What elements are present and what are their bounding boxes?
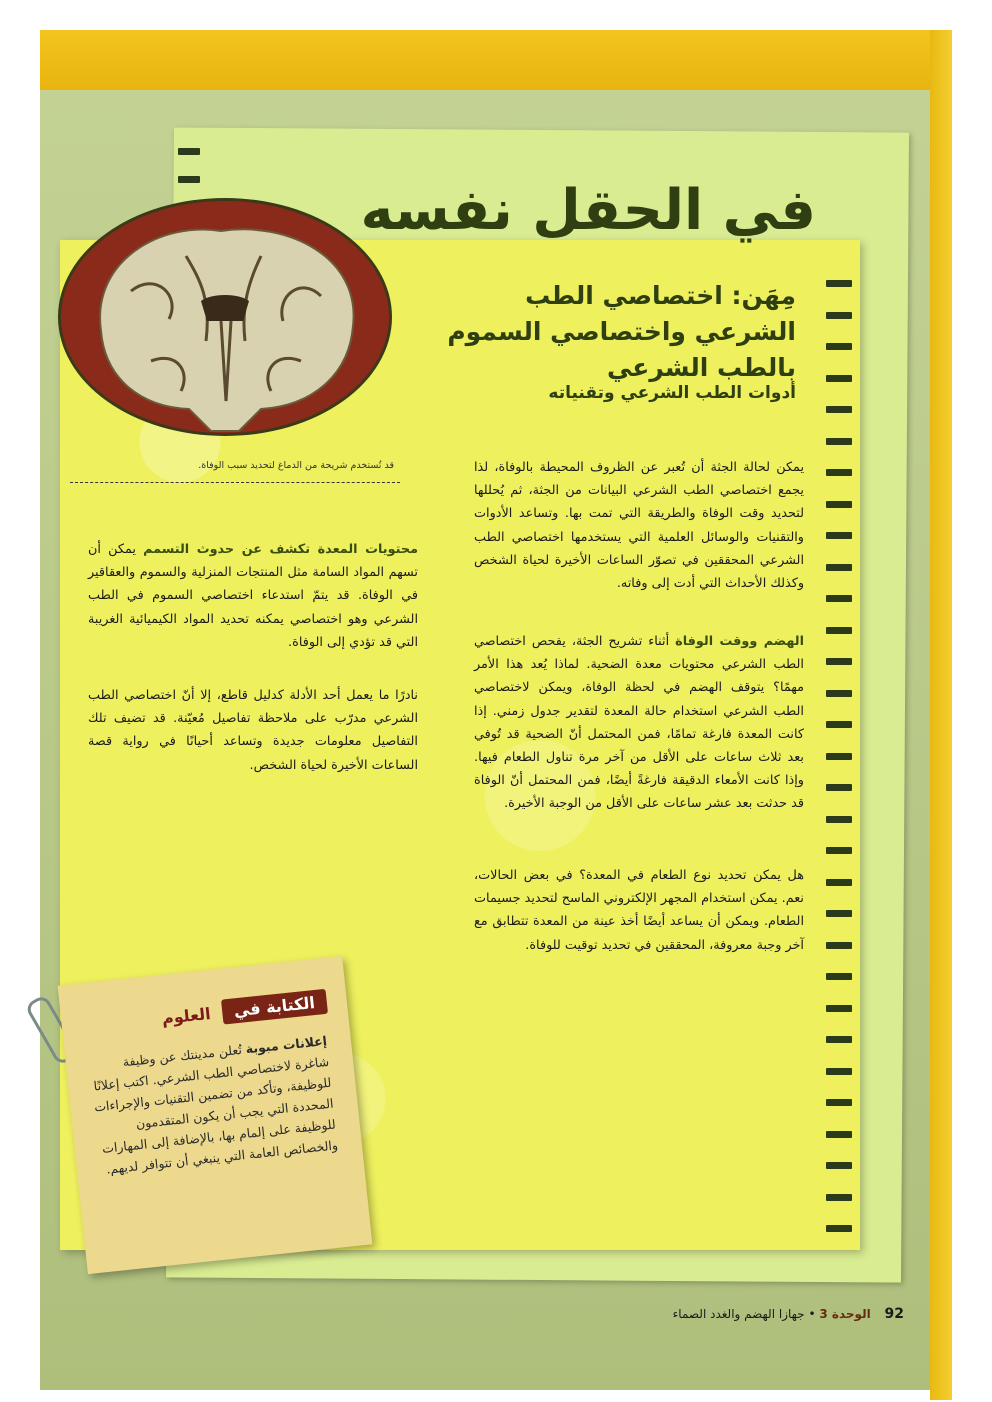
paragraph-text: أثناء تشريح الجثة، يفحص اختصاصي الطب الشرعي محتويات معدة الضحية. لماذا يُعد هذا الأمر مهمًا؟ يتوقف الهضم في لحظة الوفاة، ويمكن لاختصاصي الطب الشرعي استخدام حالة المعدة لتقدير جدول زمني. إذا كانت المعدة فارغة تمامًا، فمن المحتمل أنّ الضحية قد تُوفي بعد ثلاث ساعات على الأقل من آخر مرة تناول الطعام فيها. وإذا كانت الأمعاء الدقيقة فارغةً أيضًا، فمن المحتمل أنّ الوفاة قد حدثت بعد عشر ساعات على الأقل من الوجبة الأخيرة. — [474, 634, 804, 812]
paragraph-text: يمكن أن تسهم المواد السامة مثل المنتجات المنزلية والسموم والعقاقير في الوفاة. قد يتمّ استدعاء اختصاصي السموم في الطب الشرعي وهو اختصاصي يمكنه تحديد المواد الكيميائية الغريبة التي قد تؤدي إلى الوفاة. — [88, 542, 418, 650]
binder-mark — [826, 280, 852, 287]
brain-slice-photo — [58, 198, 392, 436]
paragraph-lead: الهضم ووقت الوفاة — [675, 634, 804, 649]
career-heading: مِهَن: اختصاصي الطب الشرعي واختصاصي السموم بالطب الشرعي — [447, 281, 796, 382]
note-badge: الكتابة في — [221, 989, 328, 1025]
caption-divider — [70, 482, 400, 483]
page-title: في الحقل نفسه — [360, 178, 816, 243]
binder-mark — [826, 784, 852, 791]
binder-mark — [826, 847, 852, 854]
footer-unit: الوحدة 3 — [819, 1307, 871, 1321]
binder-mark — [826, 1099, 852, 1106]
paragraph-body-condition: يمكن لحالة الجثة أن تُعبر عن الظروف المحيطة بالوفاة، لذا يجمع اختصاصي الطب الشرعي البيانات من الجثة، ثم يُحللها لتحديد وقت الوفاة والطريقة التي تمت بها. وتساعد الأدوات والتقنيات والوسائل العلمية التي يستخدمها اختصاصي الطب الشرعي المحققين في تصوّر الساعات الأخيرة لحياة الشخص وكذلك الأحداث التي أدت إلى وفاته. — [474, 460, 804, 592]
note-body — [85, 1030, 339, 1181]
binder-mark — [826, 1194, 852, 1201]
binder-mark — [826, 973, 852, 980]
image-caption: قد تُستخدم شريحة من الدماغ لتحديد سبب الوفاة. — [198, 460, 394, 471]
note-text: تُعلن مدينتك عن وظيفة شاغرة لاختصاصي الطب الشرعي. اكتب إعلانًا للوظيفة، وتأكد من تضمين التقنيات والإجراءات المحددة التي يجب أن يكون المتقدمون للوظيفة على إلمام بها، بالإضافة إلى المهارات والخصائص العامة التي ينبغي أن تتوافر لديهم. — [92, 1041, 339, 1177]
paragraph-lead: محتويات المعدة تكشف عن حدوث التسمم — [143, 542, 418, 557]
binder-mark — [826, 753, 852, 760]
binder-mark — [826, 343, 852, 350]
section-subtitle: أدوات الطب الشرعي وتقنياته — [548, 383, 796, 403]
top-color-band — [40, 30, 952, 90]
binder-mark — [826, 690, 852, 697]
right-binder-marks — [826, 280, 866, 1280]
binder-mark — [826, 1225, 852, 1232]
binder-mark — [826, 1068, 852, 1075]
binder-mark — [178, 148, 200, 155]
footer-chapter: جهازا الهضم والغدد الصماء — [672, 1307, 805, 1321]
binder-mark — [826, 438, 852, 445]
binder-mark — [826, 910, 852, 917]
binder-mark — [826, 1036, 852, 1043]
binder-mark — [826, 721, 852, 728]
binder-mark — [826, 501, 852, 508]
binder-mark — [826, 1005, 852, 1012]
paragraph-evidence: نادرًا ما يعمل أحد الأدلة كدليل قاطع، إلا أنّ اختصاصي الطب الشرعي مدرّب على ملاحظة تفاصيل مُعيّنة. قد تضيف تلك التفاصيل معلومات جديدة وتساعد أحيانًا في رواية قصة الساعات الأخيرة لحياة الشخص. — [88, 688, 418, 773]
binder-mark — [826, 564, 852, 571]
page-number: 92 — [884, 1306, 904, 1322]
binder-mark — [178, 176, 200, 183]
binder-mark — [826, 312, 852, 319]
right-color-band — [930, 30, 952, 1400]
binder-mark — [826, 658, 852, 665]
note-heading — [161, 992, 328, 1028]
binder-mark — [826, 942, 852, 949]
paragraph-food-type: هل يمكن تحديد نوع الطعام في المعدة؟ في بعض الحالات، نعم. يمكن استخدام المجهر الإلكتروني الماسح لتحديد جسيمات الطعام. ويمكن أن يساعد أيضًا أخذ عينة من المعدة تتطابق مع آخر وجبة معروفة، المحققين في تحديد توقيت للوفاة. — [474, 868, 804, 953]
binder-mark — [826, 469, 852, 476]
binder-mark — [826, 532, 852, 539]
binder-mark — [826, 879, 852, 886]
footer-bullet: • — [808, 1307, 816, 1321]
brain-slice-illustration — [61, 201, 389, 433]
binder-mark — [826, 1131, 852, 1138]
binder-mark — [826, 406, 852, 413]
paragraph-poisoning — [88, 538, 418, 654]
binder-mark — [826, 375, 852, 382]
binder-mark — [826, 816, 852, 823]
page-footer — [673, 1306, 904, 1322]
note-lead: إعلانات مبوبة — [244, 1032, 328, 1057]
binder-mark — [826, 1162, 852, 1169]
note-subject: العلوم — [160, 1003, 212, 1028]
binder-mark — [826, 627, 852, 634]
paragraph-digestion — [474, 630, 804, 816]
writing-in-science-note — [58, 956, 373, 1274]
binder-mark — [826, 595, 852, 602]
